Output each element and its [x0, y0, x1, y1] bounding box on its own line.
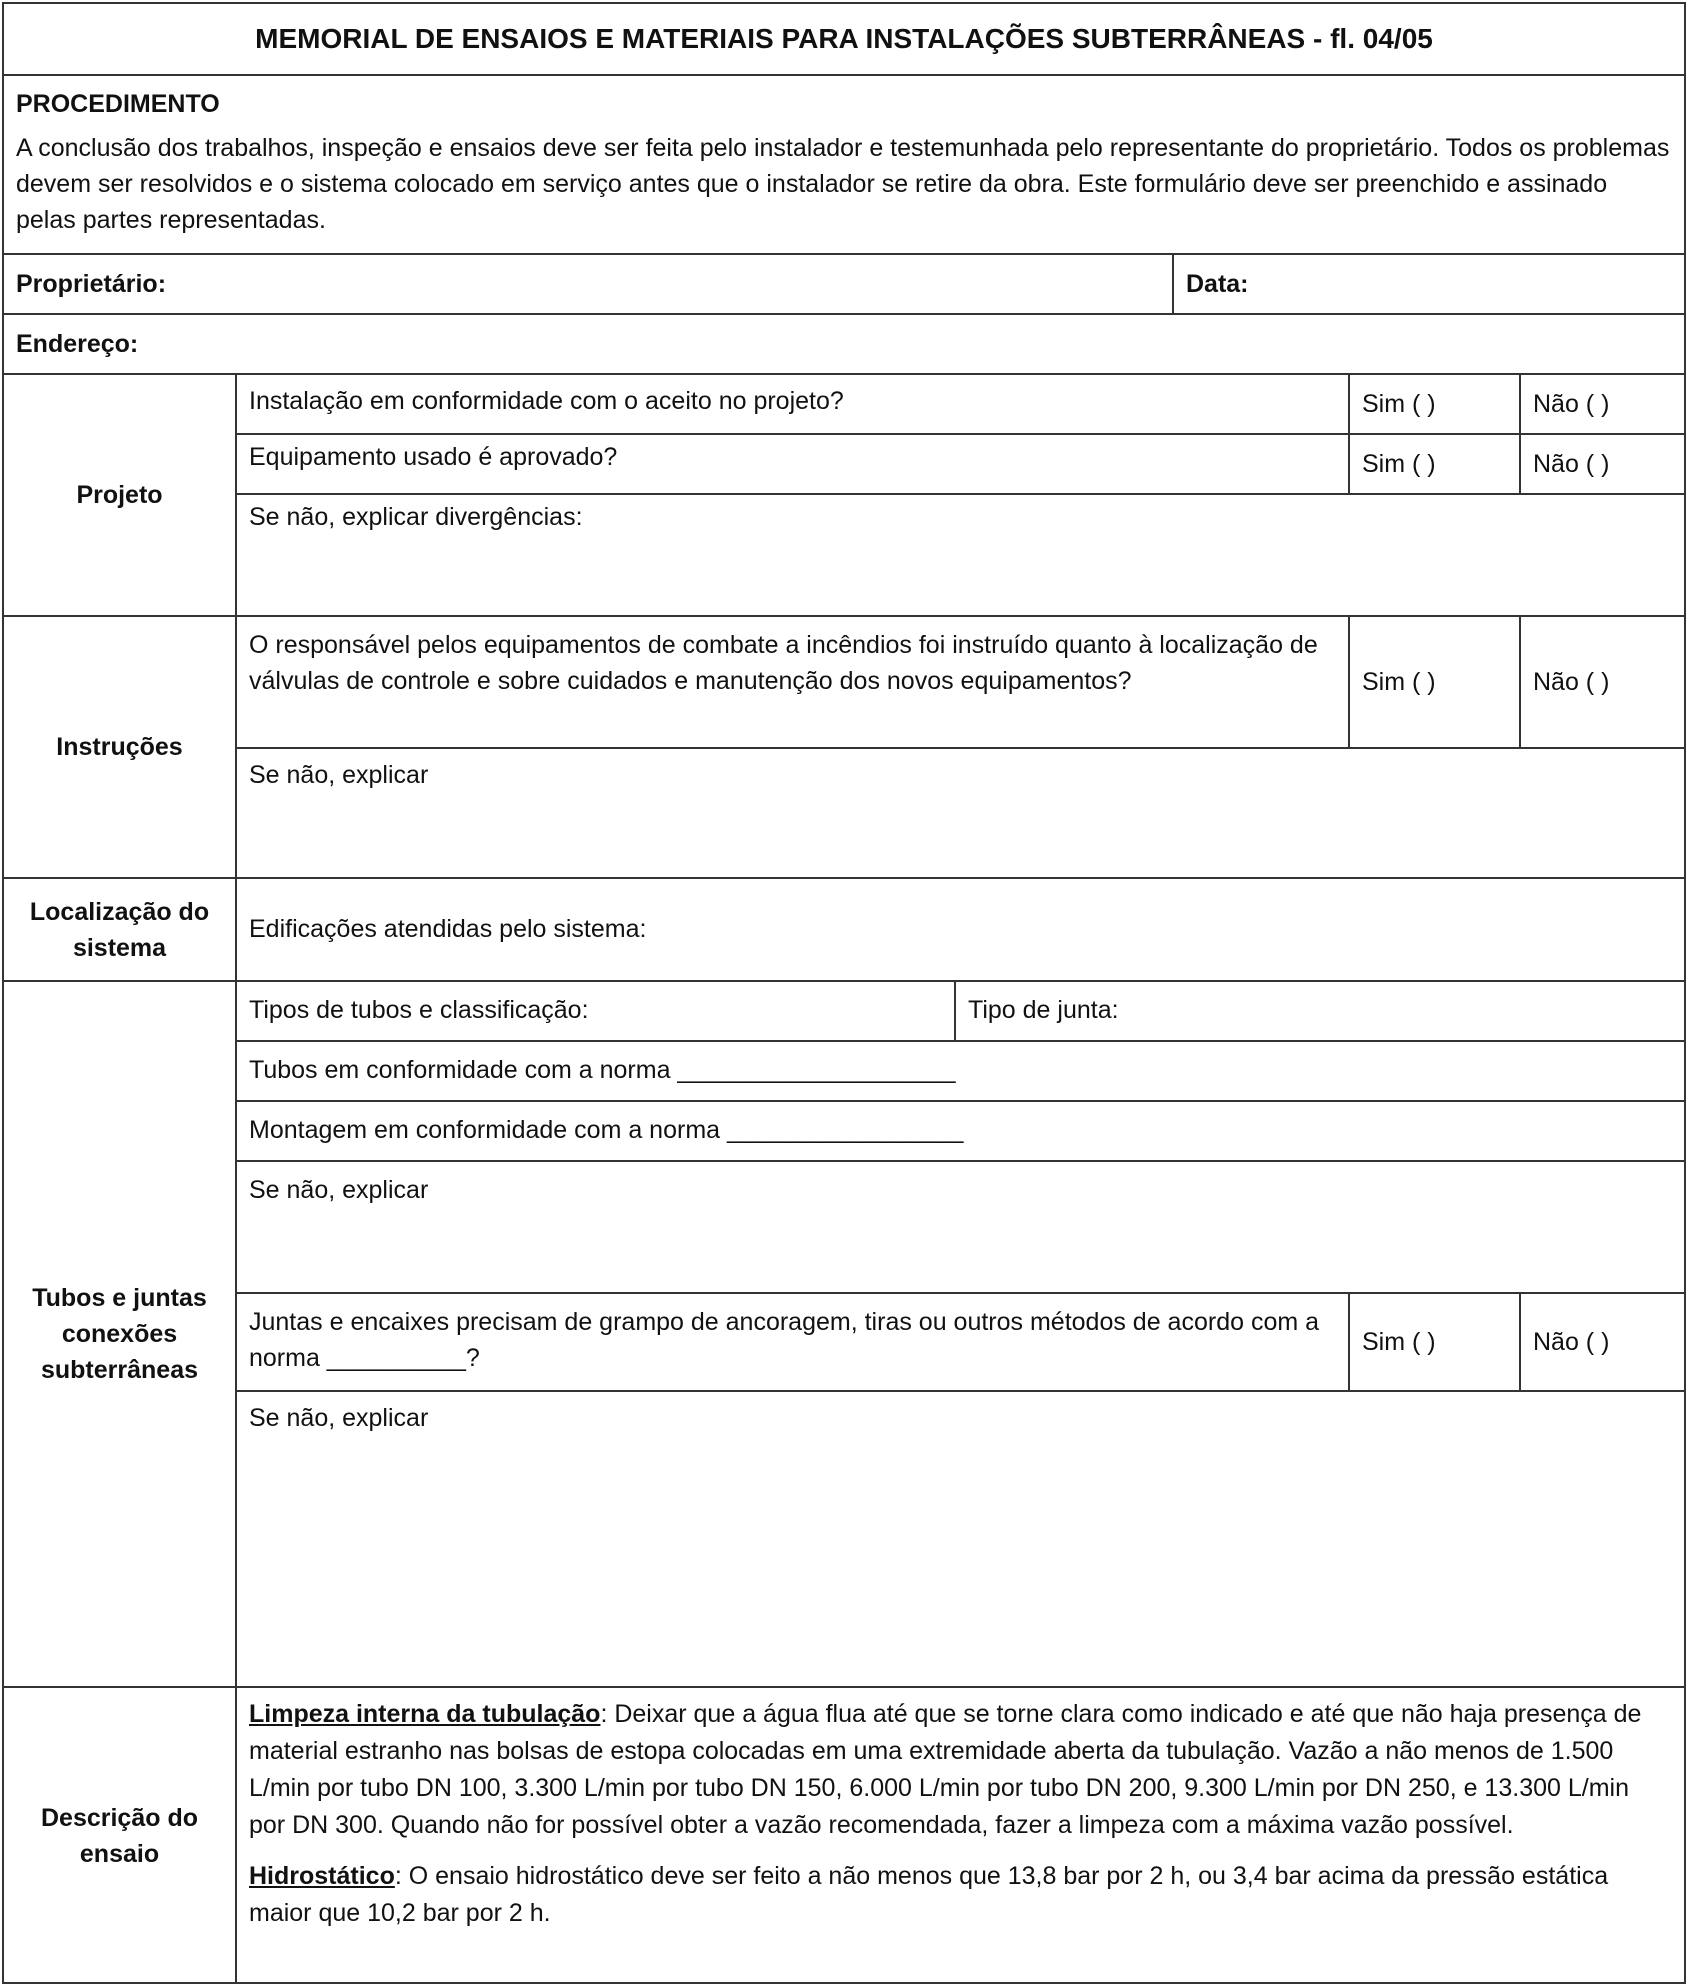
descricao-section	[235, 1688, 1684, 1984]
date-field[interactable]	[1172, 255, 1684, 313]
instrucoes-explain-label: Se não, explicar	[249, 761, 429, 789]
joints-no-option[interactable]: Não ( )	[1519, 1294, 1688, 1390]
tubos-section	[235, 982, 1684, 1688]
projeto-question-2: Equipamento usado é aprovado?	[249, 443, 618, 471]
title-row	[4, 4, 1684, 76]
instrucoes-question: O responsável pelos equipamentos de combate a incêndios foi instruído quanto à localização de válvulas de controle e sobre cuidados e manutenção dos novos equipamentos?	[249, 631, 1318, 695]
owner-label: Proprietário:	[16, 270, 167, 298]
projeto-question-1: Instalação em conformidade com o aceito no projeto?	[249, 387, 844, 415]
owner-field[interactable]	[4, 255, 1172, 313]
joints-question-row	[237, 1294, 1684, 1392]
assembly-conform-label: Montagem em conformidade com a norma _________________	[249, 1116, 964, 1144]
tubos-explain-2-field[interactable]	[237, 1392, 1684, 1688]
instrucoes-explain-field[interactable]	[237, 749, 1684, 879]
instrucoes-no-option[interactable]: Não ( )	[1519, 617, 1688, 747]
tubos-types-row	[237, 982, 1684, 1042]
address-row	[4, 315, 1684, 375]
projeto-q2-no-option[interactable]: Não ( )	[1519, 435, 1688, 493]
joints-question: Juntas e encaixes precisam de grampo de ancoragem, tiras ou outros métodos de acordo com a norma __________?	[249, 1308, 1320, 1372]
address-label: Endereço:	[16, 330, 139, 358]
projeto-section	[235, 375, 1684, 617]
section-label-projeto: Projeto	[4, 375, 235, 617]
projeto-question-2-row	[237, 435, 1684, 495]
instrucoes-yes-option[interactable]: Sim ( )	[1348, 617, 1519, 747]
hydrostatic-title: Hidrostático	[249, 1862, 395, 1890]
pipe-types-field[interactable]	[237, 982, 954, 1040]
projeto-q1-yes-option[interactable]: Sim ( )	[1348, 375, 1519, 433]
projeto-explain-field[interactable]	[237, 495, 1684, 617]
date-label: Data:	[1186, 270, 1249, 298]
projeto-q2-yes-option[interactable]: Sim ( )	[1348, 435, 1519, 493]
tubos-explain-2-label: Se não, explicar	[249, 1404, 429, 1432]
assembly-conform-row[interactable]	[237, 1102, 1684, 1162]
section-label-instrucoes: Instruções	[4, 617, 235, 879]
joint-type-field[interactable]	[954, 982, 1684, 1040]
localizacao-field[interactable]	[237, 879, 1684, 982]
page-title: MEMORIAL DE ENSAIOS E MATERIAIS PARA INSTALAÇÕES SUBTERRÂNEAS - fl. 04/05	[255, 23, 1433, 54]
instrucoes-question-row	[237, 617, 1684, 749]
projeto-explain-label: Se não, explicar divergências:	[249, 503, 583, 531]
procedure-text: A conclusão dos trabalhos, inspeção e ensaios deve ser feita pelo instalador e testemunhada pelo representante do proprietário. Todos os problemas devem ser resolvidos e o sistema colocado em serviço antes que o instalador se retire da obra. Este formulário deve ser preenchido e assinado pelas partes representadas.	[16, 134, 1670, 235]
cleaning-title: Limpeza interna da tubulação	[249, 1700, 601, 1728]
procedure-heading: PROCEDIMENTO	[16, 90, 220, 118]
localizacao-section	[235, 879, 1684, 982]
instrucoes-section	[235, 617, 1684, 879]
form-sheet	[2, 2, 1686, 1984]
pipes-conform-row[interactable]	[237, 1042, 1684, 1102]
tubos-explain-1-label: Se não, explicar	[249, 1176, 429, 1204]
procedure-section	[4, 76, 1684, 255]
pipes-conform-label: Tubos em conformidade com a norma ____________________	[249, 1056, 956, 1084]
section-label-tubos: Tubos e juntas conexões subterrâneas	[4, 982, 235, 1688]
pipe-types-label: Tipos de tubos e classificação:	[249, 996, 589, 1024]
projeto-question-1-row	[237, 375, 1684, 435]
hydrostatic-text: : O ensaio hidrostático deve ser feito a não menos que 13,8 bar por 2 h, ou 3,4 bar acima da pressão estática maior que 10,2 bar por 2 h.	[249, 1862, 1609, 1927]
joint-type-label: Tipo de junta:	[968, 996, 1119, 1024]
tubos-explain-1-field[interactable]	[237, 1162, 1684, 1294]
section-label-descricao: Descrição do ensaio	[40, 1804, 198, 1868]
localizacao-label: Edificações atendidas pelo sistema:	[249, 915, 647, 944]
cleaning-paragraph	[237, 1688, 1684, 1854]
hydrostatic-paragraph	[237, 1854, 1684, 1942]
joints-yes-option[interactable]: Sim ( )	[1348, 1294, 1519, 1390]
owner-date-row	[4, 255, 1684, 315]
cleaning-text: : Deixar que a água flua até que se torne clara como indicado e até que não haja presença de material estranho nas bolsas de estopa colocadas em uma extremidade aberta da tubulação. Vazão a não menos de 1.500 L/min por tubo DN 100, 3.300 L/min por tubo DN 150, 6.000 L/min por tubo DN 200, 9.300 L/min por DN 250, e 13.300 L/min por DN 300. Quando não for possível obter a vazão recomendada, fazer a limpeza com a máxima vazão possível.	[249, 1700, 1642, 1839]
section-label-localizacao: Localização do sistema	[4, 879, 235, 982]
projeto-q1-no-option[interactable]: Não ( )	[1519, 375, 1688, 433]
address-field[interactable]	[4, 315, 1684, 373]
